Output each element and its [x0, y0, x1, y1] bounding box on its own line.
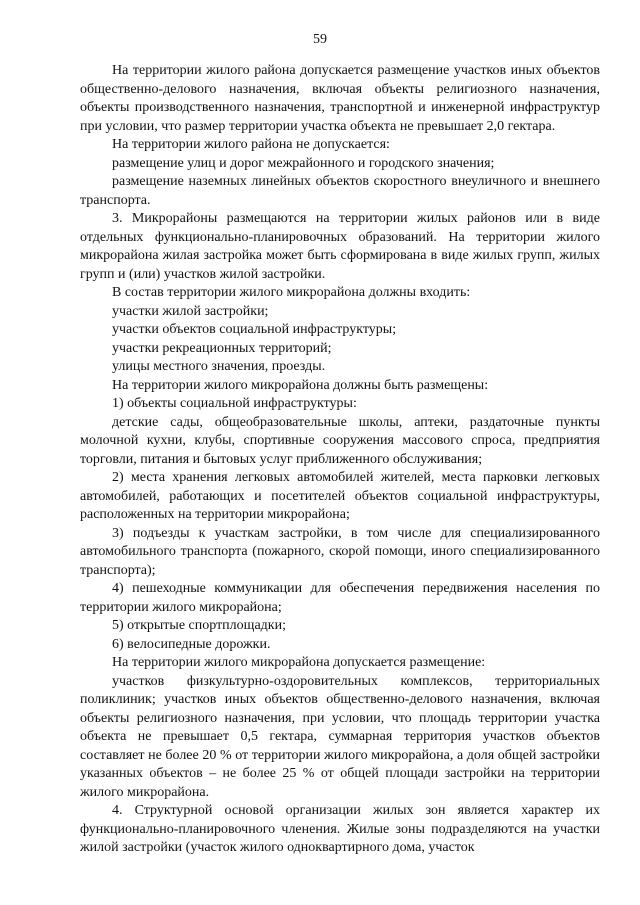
paragraph: 2) места хранения легковых автомобилей жителей, места парковки легковых автомобилей, работающих и посетителей объектов социальной инфраструктуры, расположенных на территории микрорайона;: [80, 470, 600, 522]
paragraph: На территории жилого района не допускается:: [112, 137, 390, 152]
paragraph: 1) объекты социальной инфраструктуры:: [112, 396, 357, 411]
paragraph: 4. Структурной основой организации жилых зон является характер их функционально-планировочного членения. Жилые зоны подразделяются на участки жилой застройки (участок жилого одноквартирного дома, участок: [80, 803, 600, 855]
paragraph: участки объектов социальной инфраструктуры;: [112, 322, 397, 337]
paragraph: 3) подъезды к участкам застройки, в том числе для специализированного автомобильного транспорта (пожарного, скорой помощи, иного специализированного транспорта);: [80, 525, 600, 578]
paragraph: размещение наземных линейных объектов скоростного внеуличного и внешнего транспорта.: [80, 174, 600, 208]
paragraph: участков физкультурно-оздоровительных комплексов, территориальных поликлиник; участков иных объектов общественно-делового назначения, включая объекты религиозного назначения, при условии, что площадь территории участка объекта не превышает 0,5 гектара, суммарная территория участков объектов составляет не более 20 % от территории жилого микрорайона, а доля общей застройки указанных объектов – не более 25 % от общей площади застройки на территории жилого микрорайона.: [80, 673, 600, 800]
paragraph: 6) велосипедные дорожки.: [112, 636, 271, 652]
paragraph: участки рекреационных территорий;: [112, 340, 332, 356]
page-number: 59: [313, 32, 327, 47]
paragraph: 5) открытые спортплощадки;: [112, 618, 286, 633]
paragraph: В состав территории жилого микрорайона должны входить:: [112, 285, 471, 300]
paragraph: улицы местного значения, проезды.: [112, 359, 326, 374]
paragraph: На территории жилого микрорайона допускается размещение:: [112, 655, 486, 670]
paragraph: размещение улиц и дорог межрайонного и городского значения;: [112, 155, 495, 171]
paragraph: детские сады, общеобразовательные школы, аптеки, раздаточные пункты молочной кухни, клубы, спортивные сооружения массового спроса, предприятия торговли, питания и бытовых услуг приближенного обслуживания;: [80, 414, 600, 467]
paragraph: участки жилой застройки;: [112, 303, 269, 319]
paragraph: 4) пешеходные коммуникации для обеспечения передвижения населения по территории жилого микрорайона;: [80, 581, 600, 615]
paragraph: 3. Микрорайоны размещаются на территории жилых районов или в виде отдельных функционально-планировочных образований. На территории жилого микрорайона жилая застройка может быть сформирована в виде жилых групп, жилых групп и (или) участков жилой застройки.: [80, 211, 600, 282]
document-body: [80, 62, 600, 858]
paragraph: На территории жилого микрорайона должны быть размещены:: [112, 377, 489, 393]
paragraph: На территории жилого района допускается размещение участков иных объектов общественно-делового назначения, включая объекты религиозного назначения, объекты производственного назначения, транспортной и инженерной инфраструктур при условии, что размер территории участка объекта не превышает 2,0 гектара.: [80, 63, 600, 134]
